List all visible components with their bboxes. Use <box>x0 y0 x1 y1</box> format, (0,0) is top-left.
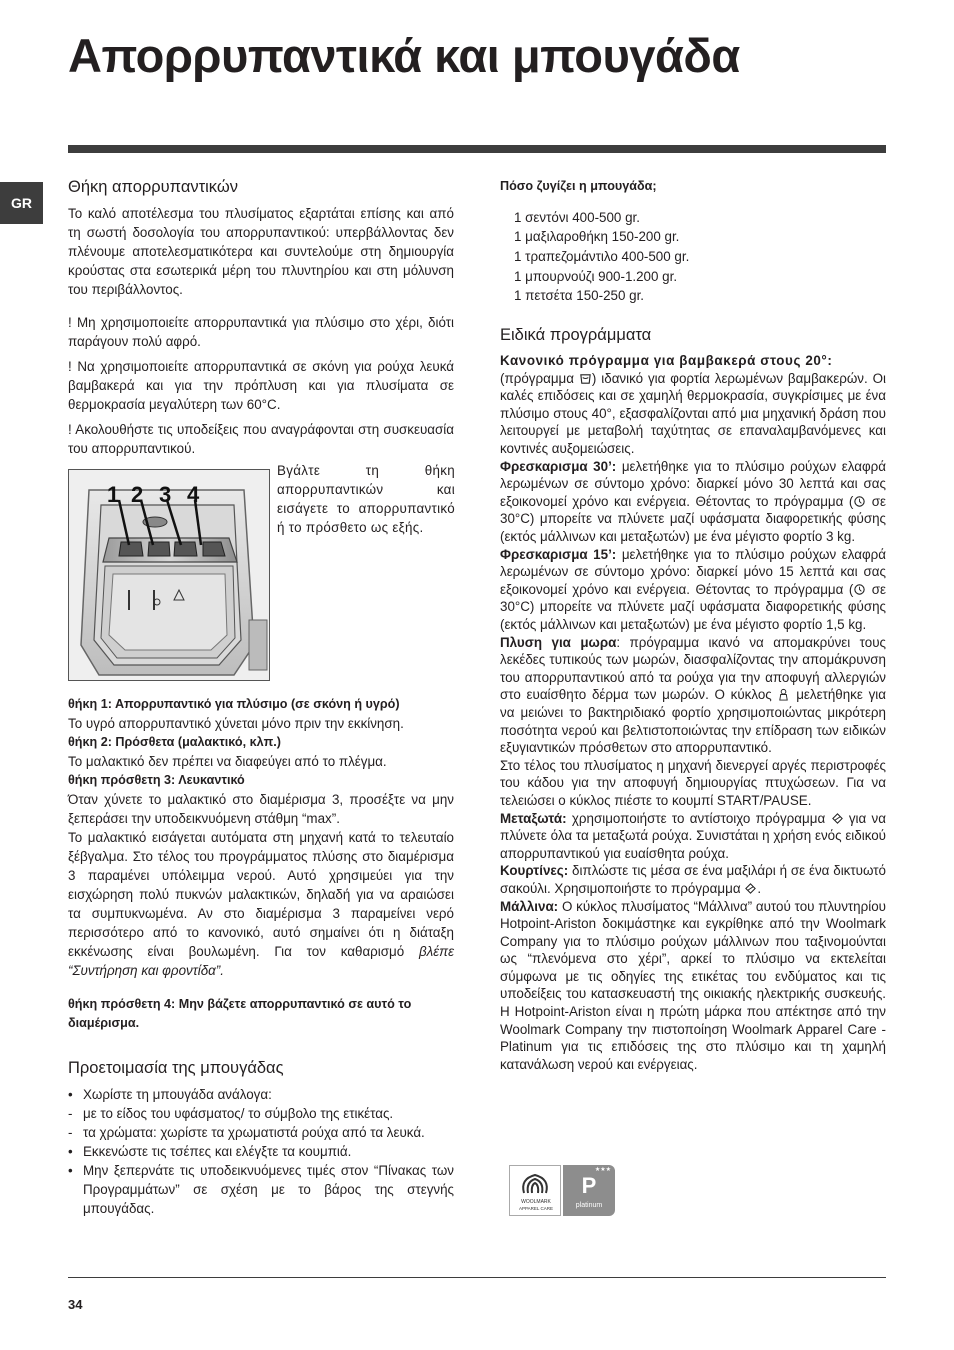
detergent-drawer-illustration <box>69 470 269 680</box>
platinum-text: platinum <box>575 1202 603 1209</box>
weigh-title: Πόσο ζυγίζει η μπουγάδα; <box>500 179 657 193</box>
compartments-section <box>68 695 454 1218</box>
baby-program-icon <box>777 688 790 701</box>
refresh-program-icon <box>853 583 866 596</box>
list-item: - με το είδος του υφάσματος/ το σύμβολο της ετικέτας. <box>68 1106 394 1121</box>
compartment-1-title: θήκη 1: Απορρυπαντικό για πλύσιμο (σε σκόνη ή υγρό) <box>68 697 400 711</box>
list-item: • Εκκενώστε τις τσέπες και ελέγξτε τα κουμπιά. <box>68 1144 352 1159</box>
list-item: • Μην ξεπερνάτε τις υποδεικνυόμενες τιμές στον “Πίνακας των Προγραμμάτων” σε σχέση με το βάρος της στεγνής μπουγάδας. <box>68 1163 454 1216</box>
wool-paragraph: Μάλλινα: Ο κύκλος πλυσίματος “Μάλλινα” αυτού του πλυντηρίου Hotpoint-Ariston δοκιμάστηκε και εγκρίθηκε από την Woolmark Company για το πλύσιμο ρούχων μάλλινων που ταξινομούνται ως “πλενόμενα στο χέρι”, αρκεί το πλύσιμο να εκτελείται σύμφωνα με τις οδηγίες της ετικέτας του ενδύματος και τις υποδείξεις του κατασκευαστή της οικιακής ηλεκτρικής συσκευής. Η Hotpoint-Ariston είναι η πρώτη μάρκα που απέκτησε από την Woolmark Company την πιστοποίηση Woolmark Apparel Care - Platinum για τις επιδόσεις της στο πλύσιμο και τη χαμηλή κατανάλωση νερού και ενέργειας. <box>500 898 886 1072</box>
warning-mark: ! <box>68 315 72 330</box>
refresh-30-paragraph: Φρεσκαρισμα 30’: μελετήθηκε για το πλύσιμο ρούχων ελαφρά λερωμένων σε σύντομο χρόνο: διαρκεί μόνο 30 λεπτά και σας εξοικονομεί χρόνο και ενέργεια. Θέτοντας το πρόγραμμα ( σε 30°C) μπορείτε να πλύνετε μαζί υφάσματα διαφορετικής φύσης (εκτός μάλλινων και μεταξωτών) με ένα μέγιστο φορτίο 3 kg. <box>500 458 886 545</box>
refresh-program-icon <box>853 495 866 508</box>
warning-3: ! Ακολουθήστε τις υποδείξεις που αναγράφονται στη συσκευασία του απορρυπαντικού. <box>68 422 454 456</box>
page-number: 34 <box>68 1297 83 1312</box>
warning-mark: ! <box>68 359 72 374</box>
compartment-3-text-2: Το μαλακτικό εισάγεται αυτόματα στη μηχανή κατά το τελευταίο ξέβγαλμα. Στο τέλος του προγράμματος πλύσης στο διαμέρισμα 3 παραμένει υπόλειμμα νερού. Αυτό χρησιμεύει για την εισχώρηση πολύ πυκνών μαλακτικών, δηλαδή για να αραιώσει τα συμπυκνωμένα. Αν στο διαμέρισμα 3 παραμείνει νερό περισσότερο από το κανονικό, αυτό σημαίνει ότι η διάταξη εκκένωσης είναι βουλωμένη. Για τον καθαρισμό βλέπε “Συντήρηση και φροντίδα”. <box>68 830 454 978</box>
woolmark-text: WOOLMARK <box>521 1199 551 1205</box>
warning-mark: ! <box>68 422 72 437</box>
woolmark-icon <box>510 1169 560 1199</box>
silk-paragraph: Μεταξωτά: χρησιμοποιήστε το αντίστοιχο πρόγραμμα για να πλύνετε όλα τα μεταξωτά ρούχα. Συνιστάται η χρήση ενός ειδικού απορρυπαντικού για ευαίσθητα ρούχα. <box>500 810 886 861</box>
header-rule <box>68 145 886 153</box>
figure-number-3: 3 <box>159 482 172 507</box>
refresh-15-paragraph: Φρεσκαρισμα 15’: μελετήθηκε για το πλύσιμο ρούχων ελαφρά λερωμένων σε σύντομο χρόνο: διαρκεί μόνο 15 λεπτά και σας εξοικονομεί χρόνο και ενέργεια. Θέτοντας το πρόγραμμα ( σε 30°C) μπορείτε να πλύνετε μαζί υφάσματα διαφορετικής φύσης (εκτός μάλλινων και μεταξωτών) με ένα μέγιστο φορτίο 1,5 kg. <box>500 546 886 633</box>
language-tab: GR <box>0 182 43 224</box>
compartment-2-text: Το μαλακτικό δεν πρέπει να διαφεύγει από το πλέγμα. <box>68 754 387 769</box>
list-item: 1 τραπεζομάντιλο 400-500 gr. <box>514 249 690 264</box>
platinum-logo <box>563 1165 615 1216</box>
left-column <box>68 176 454 458</box>
heading-special-programs: Ειδικά προγράμματα <box>500 326 652 345</box>
intro-paragraph: Το καλό αποτέλεσμα του πλυσίματος εξαρτάται επίσης και από τη σωστή δοσολογία του απορρυπαντικού: υπερβάλλοντας δεν πλένουμε αποτελεσματικότερα και συντελούμε στη δημιουργία κρούστας στα εσωτερικά μέρη του πλυντηρίου και στη μόλυνση του περιβάλλοντος. <box>68 206 454 297</box>
compartment-3-title: θήκη πρόσθετη 3: Λευκαντικό <box>68 773 245 787</box>
baby-wash-paragraph: Πλυση για μωρα: πρόγραμμα ικανό να απομακρύνει τους λεκέδες τυπικούς των μωρών, διασφαλίζοντας την απομάκρυνση του απορρυπαντικού από τα ρούχα για την αποφυγή αλλεργιών στο ευαίσθητο δέρμα των μωρών. Ο κύκλος μελετήθηκε για να μειώνει το βακτηριδιακό φορτίο χρησιμοποιώντας μικρότερη ποσότητα νερού και βελτιστοποιώντας την επίδραση των ειδικών εξυγιαντικών πρόσθετων στο απορρυπαντικό. <box>500 634 886 756</box>
figure-number-4: 4 <box>187 482 200 507</box>
list-item: 1 μπουρνούζι 900-1.200 gr. <box>514 268 678 284</box>
warning-2: ! Να χρησιμοποιείτε απορρυπαντικά σε σκόνη για ρούχα λευκά βαμβακερά και για την πρόπλυση και για πλυσίματα σε θερμοκρασία μεγαλύτερη των 60°C. <box>68 359 454 412</box>
detergent-drawer-figure <box>68 469 270 681</box>
footer-rule <box>68 1277 886 1278</box>
compartment-2-title: θήκη 2: Πρόσθετα (μαλακτικό, κλπ.) <box>68 735 281 749</box>
list-item: 1 πετσέτα 150-250 gr. <box>514 288 645 304</box>
list-item: • Χωρίστε τη μπουγάδα ανάλογα: <box>68 1087 272 1102</box>
page-title: Απορρυπαντικά και μπουγάδα <box>68 29 740 82</box>
silk-program-icon <box>744 882 757 895</box>
heading-detergent-drawer: Θήκη απορρυπαντικών <box>68 178 238 196</box>
baby-wash-end-paragraph: Στο τέλος του πλυσίματος η μηχανή διενεργεί αργές περιστροφές του κάδου για την αποφυγή δημιουργίας πτυχώσεων. Για να τελειώσει ο κύκλος πιέστε το κουμπί START/PAUSE. <box>500 757 886 808</box>
apparel-care-text: APPAREL CARE <box>518 1206 553 1211</box>
figure-number-1: 1 <box>107 482 120 507</box>
list-item: 1 μαξιλαροθήκη 150-200 gr. <box>514 229 680 245</box>
list-item: 1 σεντόνι 400-500 gr. <box>514 209 640 225</box>
platinum-p-letter: P <box>581 1173 597 1198</box>
figure-caption: Βγάλτε τη θήκη απορρυπαντικών και εισάγετε το απορρυπαντικό ή το πρόσθετο ως εξής. <box>277 463 455 535</box>
silk-program-icon <box>831 812 844 825</box>
platinum-stars: ★★★ <box>594 1167 611 1173</box>
prep-list <box>68 1085 454 1218</box>
list-item: - τα χρώματα: χωρίστε τα χρωματιστά ρούχα από τα λευκά. <box>68 1125 425 1140</box>
heading-laundry-prep: Προετοιμασία της μπουγάδας <box>68 1059 284 1077</box>
curtains-paragraph: Κουρτίνες: διπλώστε τις μέσα σε ένα μαξιλάρι ή σε ένα δικτυωτό σακούλι. Χρησιμοποιήστε το πρόγραμμα . <box>500 863 886 896</box>
cotton-program-icon <box>579 372 592 385</box>
compartment-4-title: θήκη πρόσθετη 4: Μην βάζετε απορρυπαντικό σε αυτό το διαμέρισμα. <box>68 997 412 1030</box>
woolmark-logo <box>509 1165 561 1216</box>
compartment-3-text-1: Όταν χύνετε το μαλακτικό στο διαμέρισμα 3, προσέξτε να μην ξεπεράσει την υποδεικνυόμενη στάθμη “max”. <box>68 792 454 826</box>
cotton-20-paragraph: Κανονικό πρόγραμμα για βαμβακερά στους 20°: (πρόγραμμα ) ιδανικό για φορτία λερωμένων βαμβακερών. Οι καλές επιδόσεις και σε χαμηλή θερμοκρασία, συγκρίσιμες με ένα πλύσιμο στους 40°, εξασφαλίζονται από μια μηχανική δράση που λειτουργεί με μεταβολή ταχύτητας σε επαναλαμβανόμενες και κοντινές αυξομειώσεις. <box>500 353 886 457</box>
weigh-list <box>514 208 886 307</box>
right-column <box>500 178 886 1073</box>
woolmark-logos <box>509 1165 615 1216</box>
compartment-1-text: Το υγρό απορρυπαντικό χύνεται μόνο πριν την εκκίνηση. <box>68 716 404 731</box>
maintenance-reference: βλέπε “Συντήρηση και φροντίδα”. <box>68 944 454 978</box>
warning-1: ! Μη χρησιμοποιείτε απορρυπαντικά για πλύσιμο στο χέρι, διότι παράγουν πολύ αφρό. <box>68 315 454 349</box>
figure-number-2: 2 <box>131 482 144 507</box>
